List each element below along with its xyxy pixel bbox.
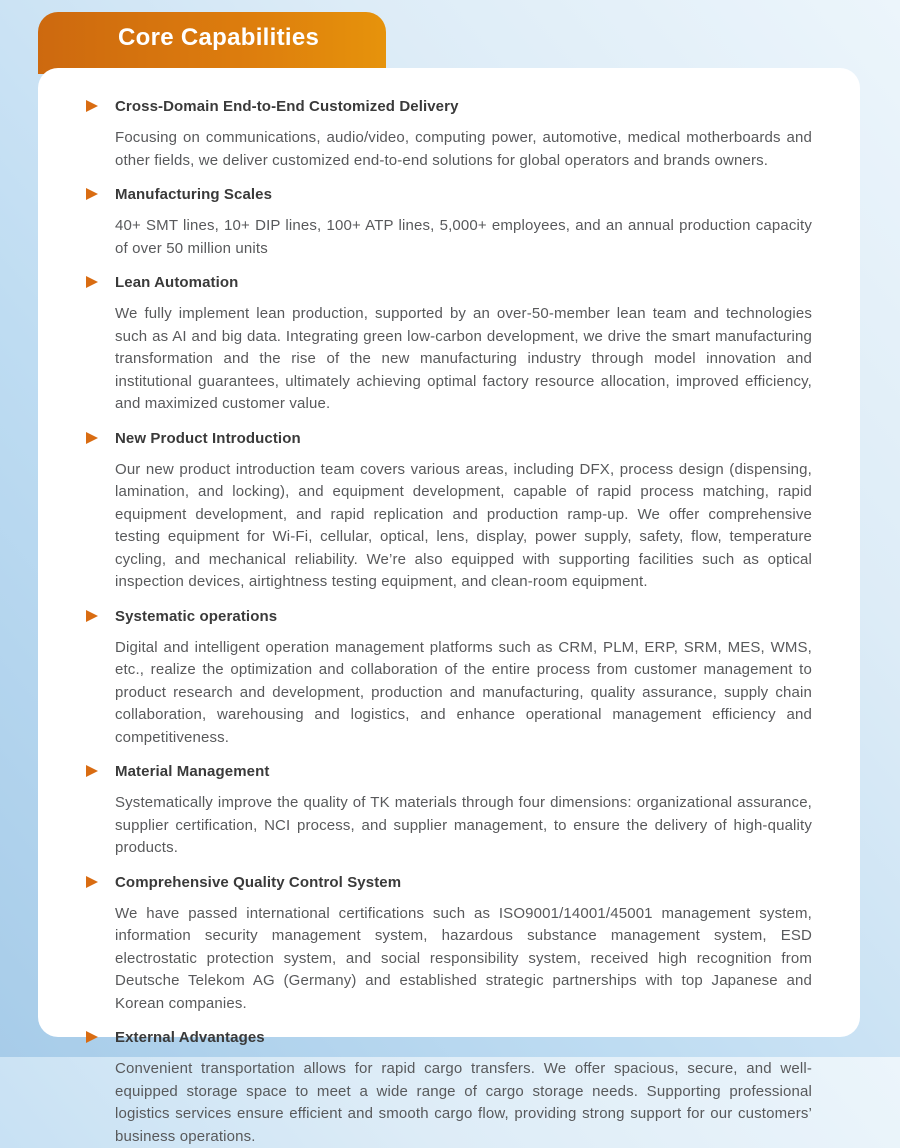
content-card xyxy=(38,68,860,1145)
triangle-right-icon xyxy=(86,876,98,888)
capability-item xyxy=(86,98,812,172)
capability-title: External Advantages xyxy=(115,1029,265,1046)
capability-item xyxy=(86,274,812,416)
triangle-right-icon xyxy=(86,276,98,288)
capability-description: Digital and intelligent operation management platforms such as CRM, PLM, ERP, SRM, MES, WMS, etc., realize the optimization and collaboration of the entire process from customer management to product research and development, production and manufacturing, quality assurance, supply chain collaboration, warehousing and logistics, and enhance operational management efficiency and competitiveness. xyxy=(115,638,812,746)
capability-description: We fully implement lean production, supported by an over-50-member lean team and technologies such as AI and big data. Integrating green low-carbon development, we drive the smart manufacturing transformation and the rise of the new manufacturing industry through model innovation and institutional guarantees, ultimately achieving optimal factory resource allocation, improved efficiency, and maximized customer value. xyxy=(115,305,812,412)
capability-description: Convenient transportation allows for rapid cargo transfers. We offer spacious, secure, and well-equipped storage space to meet a wide range of cargo storage needs. Supporting professional logistics services ensure efficient and smooth cargo flow, providing strong support for our customers’ business operations. xyxy=(115,1060,812,1145)
capability-list xyxy=(86,98,812,1148)
triangle-right-icon xyxy=(86,188,98,200)
section-header-banner xyxy=(38,12,386,74)
capability-item xyxy=(86,763,812,860)
page-title: Core Capabilities xyxy=(118,24,320,51)
capability-title: Cross-Domain End-to-End Customized Delivery xyxy=(115,98,459,115)
capability-item xyxy=(86,608,812,750)
capability-title: Material Management xyxy=(115,763,270,780)
triangle-right-icon xyxy=(86,100,98,112)
triangle-right-icon xyxy=(86,610,98,622)
capability-title: New Product Introduction xyxy=(115,429,301,447)
triangle-right-icon xyxy=(86,1031,98,1043)
capability-title: Comprehensive Quality Control System xyxy=(115,873,402,891)
capability-item xyxy=(86,1029,812,1148)
triangle-right-icon xyxy=(86,432,98,444)
triangle-right-icon xyxy=(86,765,98,777)
capability-title: Lean Automation xyxy=(115,274,239,291)
capability-title: Systematic operations xyxy=(115,607,278,625)
capability-item xyxy=(86,874,812,1016)
capability-item xyxy=(86,186,812,260)
capability-description: Systematically improve the quality of TK materials through four dimensions: organizational assurance, supplier certification, NCI process, and supplier management, to ensure the delivery of high-quality products. xyxy=(115,794,812,856)
capability-description: Our new product introduction team covers various areas, including DFX, process design (dispensing, lamination, and locking), and equipment development, capable of rapid process matching, rapid equipment development, and rapid replication and production ramp-up. We offer comprehensive testing equipment for Wi-Fi, cellular, optical, lens, display, power supply, safety, flow, temperature cycling, and mechanical reliability. We’re also equipped with supporting facilities such as optical inspection devices, airtightness testing equipment, and clean-room equipment. xyxy=(115,460,812,590)
capability-item xyxy=(86,430,812,594)
capability-title: Manufacturing Scales xyxy=(115,186,273,203)
capability-description: Focusing on communications, audio/video, computing power, automotive, medical motherboards and other fields, we deliver customized end-to-end solutions for global operators and brands owners. xyxy=(115,129,812,169)
capability-description: We have passed international certifications such as ISO9001/14001/45001 management system, information security management system, hazardous substance management system, ESD electrostatic protection system, and social responsibility system, received high recognition from Deutsche Telekom AG (Germany) and established strategic partnerships with top Japanese and Korean companies. xyxy=(115,904,812,1012)
capability-description: 40+ SMT lines, 10+ DIP lines, 100+ ATP lines, 5,000+ employees, and an annual production capacity of over 50 million units xyxy=(115,217,812,257)
